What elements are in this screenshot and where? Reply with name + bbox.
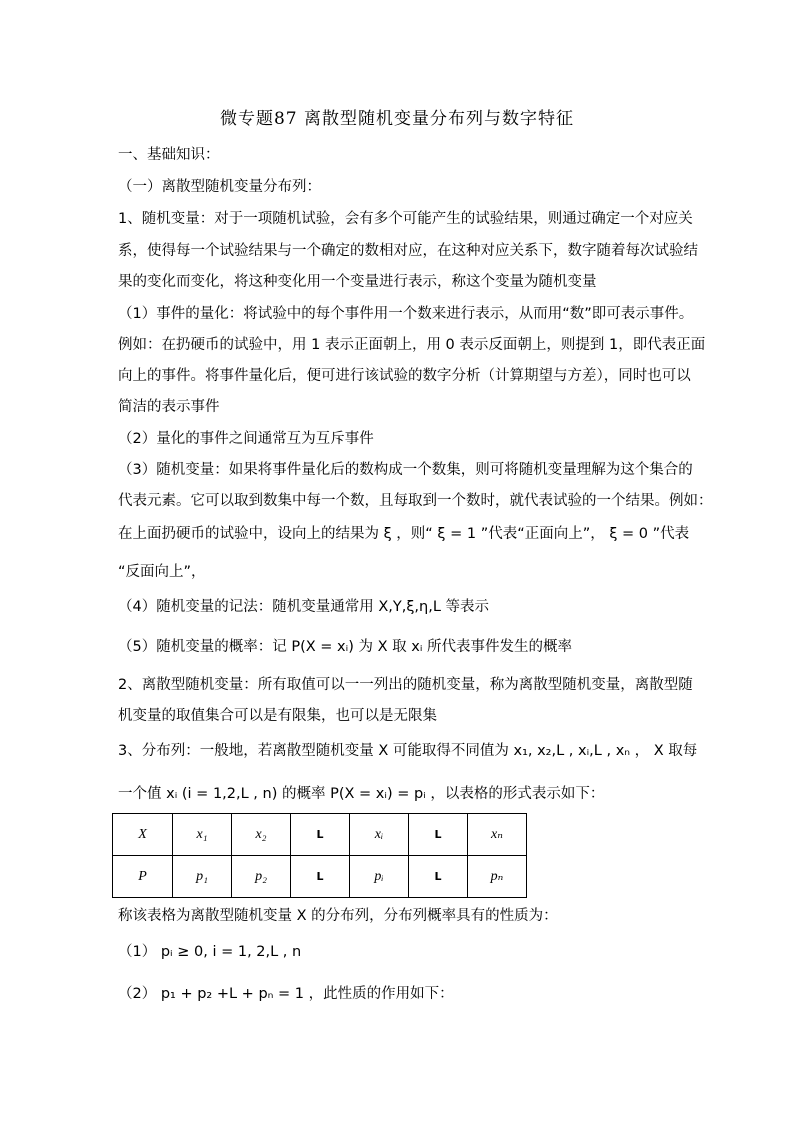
- table-cell: X: [113, 814, 173, 856]
- table-cell: pₙ: [468, 856, 527, 898]
- table-cell: xₙ: [468, 814, 527, 856]
- paragraph-line: 向上的事件。将事件量化后，便可进行该试验的数字分析（计算期望与方差），同时也可以: [118, 368, 691, 384]
- paragraph-line: “反面向上”，: [118, 564, 206, 580]
- table-cell: xᵢ: [350, 814, 409, 856]
- paragraph-line: 代表元素。它可以取到数集中每一个数，且每取到一个数时，就代表试验的一个结果。例如：: [118, 493, 713, 509]
- table-cell: pᵢ: [350, 856, 409, 898]
- paragraph-line: （4）随机变量的记法：随机变量通常用 X,Y,ξ,η,L 等表示: [118, 599, 490, 615]
- paragraph-line: 称该表格为离散型随机变量 X 的分布列，分布列概率具有的性质为：: [118, 908, 558, 924]
- paragraph-line: 1、随机变量：对于一项随机试验，会有多个可能产生的试验结果，则通过确定一个对应关: [118, 211, 693, 227]
- table-cell: P: [113, 856, 173, 898]
- table-row: [113, 814, 527, 856]
- table-cell: x₁: [173, 814, 232, 856]
- paragraph-line: 在上面扔硬币的试验中，设向上的结果为 ξ ，则“ ξ = 1 ”代表“正面向上”， ξ = 0 ”代表: [118, 526, 690, 542]
- paragraph-line: （5）随机变量的概率：记 P(X = xᵢ) 为 X 取 xᵢ 所代表事件发生的概率: [118, 639, 573, 655]
- section-heading: 一、基础知识：: [118, 147, 220, 163]
- paragraph-line: 例如：在扔硬币的试验中，用 1 表示正面朝上，用 0 表示反面朝上，则提到 1，即代表正面: [118, 337, 706, 353]
- paragraph-line: （1） pᵢ ≥ 0, i = 1, 2,L , n: [118, 944, 302, 960]
- paragraph-line: （1）事件的量化：将试验中的每个事件用一个数来进行表示，从而用“数”即可表示事件。: [118, 306, 694, 322]
- table-cell: p₁: [173, 856, 232, 898]
- paragraph-line: 系，使得每一个试验结果与一个确定的数相对应，在这种对应关系下，数字随着每次试验结: [118, 243, 698, 259]
- paragraph-line: 简洁的表示事件: [118, 399, 220, 415]
- table-cell: p₂: [232, 856, 291, 898]
- paragraph-line: 2、离散型随机变量：所有取值可以一一列出的随机变量，称为离散型随机变量，离散型随: [118, 677, 693, 693]
- table-cell: L: [291, 856, 350, 898]
- distribution-table: [112, 813, 527, 898]
- table-row: [113, 856, 527, 898]
- paragraph-line: （2） p₁ + p₂ +L + pₙ = 1 ，此性质的作用如下：: [118, 986, 454, 1002]
- table-cell: L: [291, 814, 350, 856]
- table-cell: L: [409, 856, 468, 898]
- paragraph-line: （3）随机变量：如果将事件量化后的数构成一个数集，则可将随机变量理解为这个集合的: [118, 462, 693, 478]
- paragraph-line: （2）量化的事件之间通常互为互斥事件: [118, 431, 374, 447]
- page-title: 微专题87 离散型随机变量分布列与数字特征: [219, 109, 575, 129]
- table-cell: x₂: [232, 814, 291, 856]
- paragraph-line: 一个值 xᵢ (i = 1,2,L , n) 的概率 P(X = xᵢ) = pᵢ ，以表格的形式表示如下：: [118, 786, 605, 802]
- table-cell: L: [409, 814, 468, 856]
- paragraph-line: 机变量的取值集合可以是有限集，也可以是无限集: [118, 708, 437, 724]
- subsection-heading: （一）离散型随机变量分布列：: [118, 179, 321, 195]
- paragraph-line: 果的变化而变化，将这种变化用一个变量进行表示，称这个变量为随机变量: [118, 274, 597, 290]
- paragraph-line: 3、分布列：一般地，若离散型随机变量 X 可能取得不同值为 x₁, x₂,L , xᵢ,L , xₙ ， X 取每: [118, 743, 698, 759]
